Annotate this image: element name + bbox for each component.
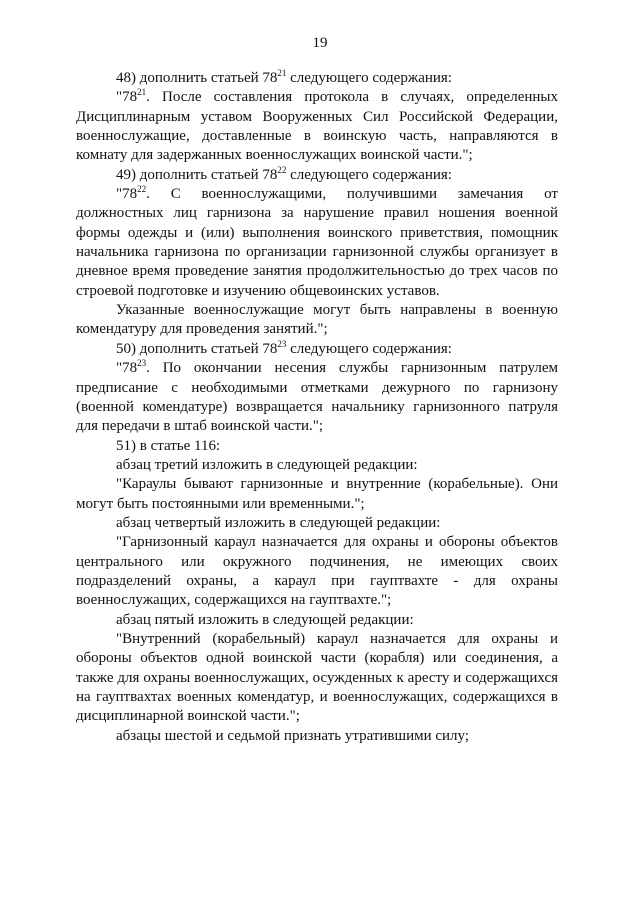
paragraph	[76, 69, 558, 88]
paragraph	[76, 727, 558, 746]
paragraph-text: абзац третий изложить в следующей редакции:	[116, 456, 418, 473]
paragraph-text: 51) в статье 116:	[116, 437, 221, 454]
article-superscript: 22	[277, 164, 287, 175]
article-superscript: 21	[137, 87, 147, 98]
paragraph-text: абзац четвертый изложить в следующей редакции:	[116, 514, 441, 531]
paragraph-text: 48) дополнить статьей 78	[116, 70, 278, 86]
paragraph	[76, 533, 558, 610]
paragraph	[76, 166, 558, 185]
article-superscript: 21	[277, 68, 287, 78]
paragraph	[76, 514, 558, 533]
paragraph	[76, 630, 558, 727]
paragraph-text: "78	[116, 186, 138, 203]
paragraph-text: "78	[116, 89, 138, 106]
document-body	[76, 69, 558, 746]
paragraph-text: "Внутренний (корабельный) караул назначается для охраны и обороны объектов одной воинской части (корабля) или соединения, а также для охраны военнослужащих, осужденных к аресту и содержащихся на гауптвахтах военных комендатур, и военнослужащих, содержащихся в дисциплинарной воинской части.";	[76, 630, 558, 725]
paragraph-text: . После составления протокола в случаях, определенных Дисциплинарным уставом Вооруженных Сил Российской Федерации, военнослужащие, доставленные в воинскую часть, направляются в комнату для задержанных военнослужащих воинской части.";	[76, 89, 558, 164]
paragraph-text: Указанные военнослужащие могут быть направлены в военную комендатуру для проведения занятий.";	[76, 302, 558, 338]
article-superscript: 22	[137, 184, 147, 195]
paragraph-text: 49) дополнить статьей 78	[116, 166, 278, 183]
paragraph-text: . С военнослужащими, получившими замечания от должностных лиц гарнизона за нарушение правил ношения военной формы одежды и (или) выполнения воинского приветствия, помощник начальника гарнизона по организации гарнизонной службы организует в дневное время проведение занятия продолжительностью до трех часов по строевой подготовке и изучению общевоинских уставов.	[76, 186, 558, 299]
paragraph	[76, 611, 558, 630]
paragraph-text: . По окончании несения службы гарнизонным патрулем предписание с необходимыми отметками дежурного по гарнизону (военной комендатуре) возвращается начальнику гарнизонного патруля для передачи в штаб воинской части.";	[76, 360, 558, 435]
paragraph	[76, 340, 558, 359]
paragraph	[76, 437, 558, 456]
paragraph-text: "78	[116, 360, 138, 377]
paragraph	[76, 359, 558, 436]
paragraph-text: 50) дополнить статьей 78	[116, 340, 278, 357]
paragraph-text: абзацы шестой и седьмой признать утратившими силу;	[116, 727, 470, 744]
paragraph	[76, 185, 558, 301]
paragraph-text: абзац пятый изложить в следующей редакции:	[116, 611, 414, 628]
paragraph-text: следующего содержания:	[286, 70, 452, 86]
paragraph	[76, 456, 558, 475]
paragraph-text: следующего содержания:	[286, 340, 452, 357]
paragraph-text: "Гарнизонный караул назначается для охраны и обороны объектов центрального или окружного подчинения, не имеющих своих подразделений охраны, а караул при гауптвахте - для охраны военнослужащих, содержащихся на гауптвахте.";	[76, 534, 558, 609]
article-superscript: 23	[137, 358, 147, 369]
paragraph	[76, 301, 558, 340]
paragraph	[76, 88, 558, 165]
article-superscript: 23	[277, 338, 287, 349]
paragraph	[76, 475, 558, 514]
page-number: 19	[312, 35, 328, 51]
paragraph-text: следующего содержания:	[286, 166, 452, 183]
paragraph-text: "Караулы бывают гарнизонные и внутренние (корабельные). Они могут быть постоянными или временными.";	[76, 476, 558, 512]
